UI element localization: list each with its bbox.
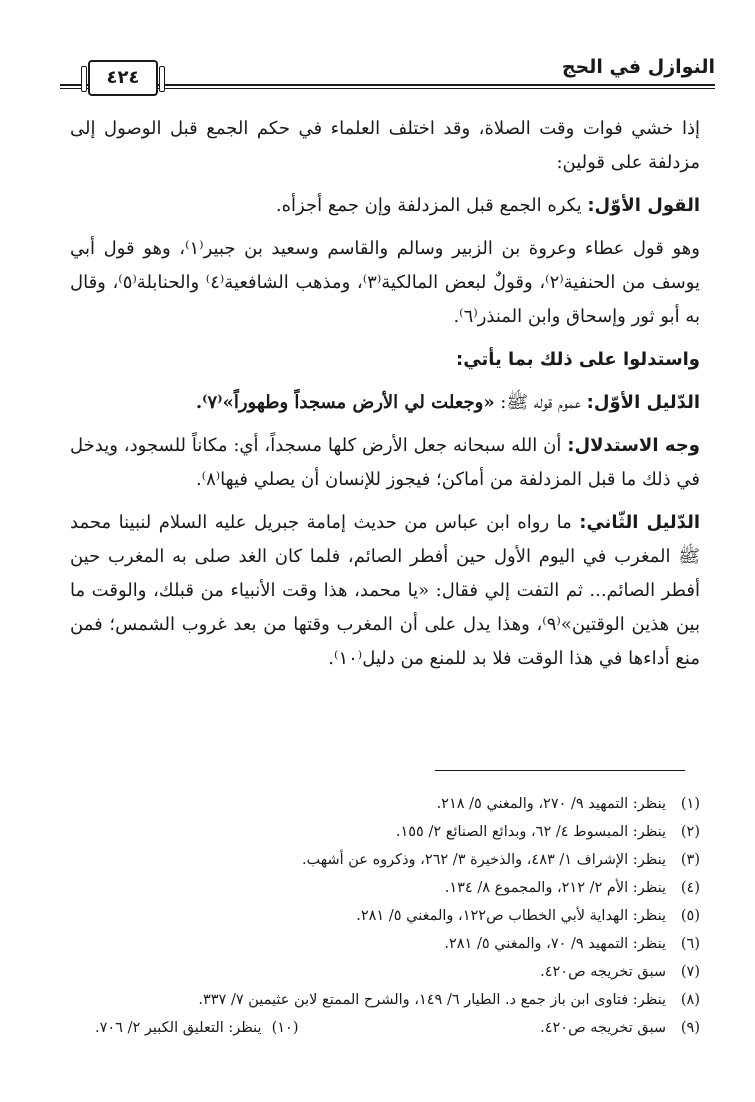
paragraph <box>70 386 700 420</box>
footnote-text: ينظر: المبسوط ٤/ ٦٢، وبدائع الصنائع ٢/ ١٥٥. <box>395 824 666 840</box>
footnote-text: ينظر: التمهيد ٩/ ٢٧٠، والمغني ٥/ ٢١٨. <box>436 796 666 812</box>
main-text <box>70 112 700 685</box>
paragraph <box>70 506 700 676</box>
footnote <box>95 846 700 874</box>
footnote <box>95 930 700 958</box>
footnote-number: (٣) <box>680 852 700 868</box>
footnote-text: ينظر: التعليق الكبير ٢/ ٧٠٦. <box>95 1020 262 1036</box>
paragraph <box>70 429 700 497</box>
footnotes <box>95 790 700 1042</box>
section-term: القول الأوّل: <box>587 195 700 216</box>
paragraph-text: ما رواه ابن عباس من حديث إمامة جبريل عليه السلام لنبينا محمد ﷺ المغرب في اليوم الأول حين أفطر الصائم، فلما كان الغد صلى به المغرب حين أفطر الصائم... ثم التفت إلي فقال: «يا محمد، هذا وقت الأنبياء من قبلك، والوقت ما بين هذين الوقتين»⁽٩⁾، وهذا يدل على أن المغرب وقتها من بعد غروب الشمس؛ فمن منع أداءها في هذا الوقت فلا بد للمنع من دليل⁽١٠⁾. <box>70 512 700 669</box>
hadith-quote: «وجعلت لي الأرض مسجداً وطهوراً»⁽٧⁾. <box>195 392 495 413</box>
footnote-number: (٥) <box>680 908 700 924</box>
paragraph <box>70 189 700 223</box>
footnote-text: ينظر: الأم ٢/ ٢١٢، والمجموع ٨/ ١٣٤. <box>444 880 666 896</box>
footnote-number: (٧) <box>680 964 700 980</box>
footnote-row <box>95 1014 700 1042</box>
footnote-number: (١) <box>680 796 700 812</box>
section-term: الدّليل الثّاني: <box>579 512 700 533</box>
footnote-text: ينظر: فتاوى ابن باز جمع د. الطيار ٦/ ١٤٩، والشرح الممتع لابن عثيمين ٧/ ٣٣٧. <box>198 992 666 1008</box>
footnote-number: (١٠) <box>271 1020 299 1036</box>
footnote-number: (٩) <box>680 1020 700 1036</box>
section-heading: واستدلوا على ذلك بما يأتي: <box>456 349 700 370</box>
footnote-text: سبق تخريجه ص٤٢٠. <box>540 1020 666 1036</box>
footnote-text: ينظر: الإشراف ١/ ٤٨٣، والذخيرة ٣/ ٢٦٢، وذكروه عن أشهب. <box>301 852 666 868</box>
section-term: وجه الاستدلال: <box>567 435 700 456</box>
paragraph-text: يكره الجمع قبل المزدلفة وإن جمع أجزأه. <box>275 195 588 216</box>
footnote <box>95 818 700 846</box>
footnote <box>95 790 700 818</box>
running-title: النوازل في الحج <box>561 56 715 78</box>
paragraph: إذا خشي فوات وقت الصلاة، وقد اختلف العلماء في حكم الجمع قبل الوصول إلى مزدلفة على قولين: <box>70 118 700 173</box>
footnote-text: ينظر: التمهيد ٩/ ٧٠، والمغني ٥/ ٢٨١. <box>444 936 666 952</box>
footnote-text: ينظر: الهداية لأبي الخطاب ص١٢٢، والمغني ٥/ ٢٨١. <box>356 908 666 924</box>
footnote-number: (٤) <box>680 880 700 896</box>
footnote <box>95 874 700 902</box>
footnote <box>95 1014 299 1042</box>
footnote <box>95 958 700 986</box>
section-term: الدّليل الأوّل: <box>586 392 700 413</box>
footnote <box>95 986 700 1014</box>
page-header <box>60 50 715 90</box>
footnote-text: سبق تخريجه ص٤٢٠. <box>540 964 666 980</box>
paragraph-text: أن الله سبحانه جعل الأرض كلها مسجداً، أي: مكاناً للسجود، ويدخل في ذلك ما قبل المزدلفة من أماكن؛ فيجوز للإنسان أن يصلي فيها⁽٨⁾. <box>70 435 700 490</box>
footnote-number: (٢) <box>680 824 700 840</box>
footnote-separator <box>435 770 685 771</box>
footnote <box>95 902 700 930</box>
footnote <box>540 1014 700 1042</box>
footnote-number: (٦) <box>680 936 700 952</box>
paragraph-text: عموم قوله ﷺ: <box>494 392 587 413</box>
paragraph: وهو قول عطاء وعروة بن الزبير وسالم والقاسم وسعيد بن جبير⁽١⁾، وهو قول أبي يوسف من الحنفية⁽٢⁾، وقولٌ لبعض المالكية⁽٣⁾، ومذهب الشافعية⁽٤⁾ والحنابلة⁽٥⁾، وقال به أبو ثور وإسحاق وابن المنذر⁽٦⁾. <box>70 238 700 327</box>
footnote-number: (٨) <box>680 992 700 1008</box>
page-number: ٤٢٤ <box>88 60 158 96</box>
